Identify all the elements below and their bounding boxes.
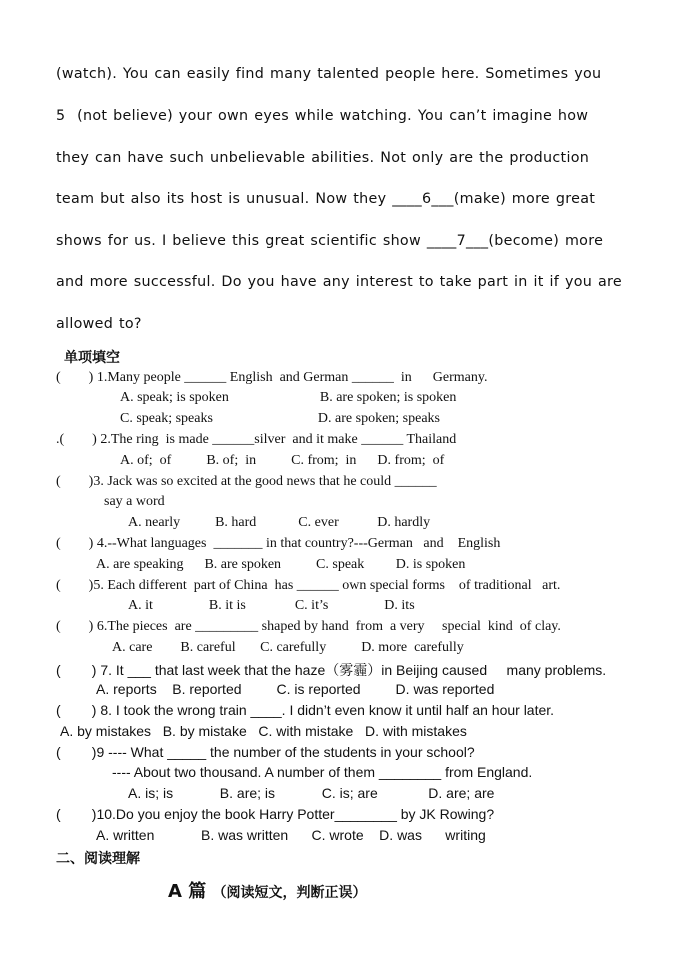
passage-line-5: shows for us. I believe this great scientific show ____7___(become) more [56, 233, 604, 249]
question-3: ( )3. Jack was so excited at the good news that he could ______ [56, 474, 437, 489]
question-9: ( )9 ---- What _____ the number of the students in your school? [56, 744, 475, 760]
question-1-options-ab: A. speak; is spoken B. are spoken; is spoken [120, 390, 457, 405]
question-4: ( ) 4.--What languages _______ in that country?---German and English [56, 536, 501, 551]
question-8-options: A. by mistakes B. by mistake C. with mistake D. with mistakes [60, 723, 467, 739]
passage-a-note: （阅读短文，判断正误） [212, 885, 367, 901]
question-5: ( )5. Each different part of China has ______ own special forms of traditional art. [56, 578, 561, 593]
question-8: ( ) 8. I took the wrong train ____. I didn’t even know it until half an hour later. [56, 702, 555, 718]
passage-line-4: team but also its host is unusual. Now they ____6___(make) more great [56, 191, 596, 207]
question-1: ( ) 1.Many people ______ English and German ______ in Germany. [56, 370, 488, 385]
question-7: ( ) 7. It ___ that last week that the haze（雾霾）in Beijing caused many problems. [56, 662, 607, 678]
question-10-options: A. written B. was written C. wrote D. was writing [96, 827, 486, 843]
passage-line-6: and more successful. Do you have any interest to take part in it if you are [56, 274, 622, 290]
question-9-continued: ---- About two thousand. A number of them ________ from England. [112, 764, 533, 780]
question-1-options-cd: C. speak; speaks D. are spoken; speaks [120, 411, 441, 426]
question-2-options: A. of; of B. of; in C. from; in D. from; of [120, 453, 445, 468]
section-title-reading: 二、阅读理解 [56, 851, 140, 867]
question-6: ( ) 6.The pieces are _________ shaped by hand from a very special kind of clay. [56, 619, 561, 634]
question-2: .( ) 2.The ring is made ______silver and it make ______ Thailand [56, 432, 457, 447]
passage-a-title: A 篇 [168, 881, 207, 902]
question-3-options: A. nearly B. hard C. ever D. hardly [128, 515, 431, 530]
passage-line-3: they can have such unbelievable abilities. Not only are the production [56, 150, 590, 166]
question-6-options: A. care B. careful C. carefully D. more carefully [112, 640, 464, 655]
question-7-options: A. reports B. reported C. is reported D. was reported [96, 681, 495, 697]
question-3-continued: say a word [104, 494, 165, 509]
passage-line-2: 5 (not believe) your own eyes while watching. You can’t imagine how [56, 108, 589, 124]
question-5-options: A. it B. it is C. it’s D. its [128, 598, 415, 613]
passage-line-1: (watch). You can easily find many talented people here. Sometimes you [56, 66, 602, 82]
passage-line-7: allowed to? [56, 316, 142, 332]
question-9-options: A. is; is B. are; is C. is; are D. are; are [128, 785, 495, 801]
section-title-single-choice: 单项填空 [64, 350, 120, 366]
passage-a-heading [168, 877, 366, 903]
question-4-options: A. are speaking B. are spoken C. speak D. is spoken [96, 557, 466, 572]
question-10: ( )10.Do you enjoy the book Harry Potter________ by JK Rowing? [56, 806, 495, 822]
